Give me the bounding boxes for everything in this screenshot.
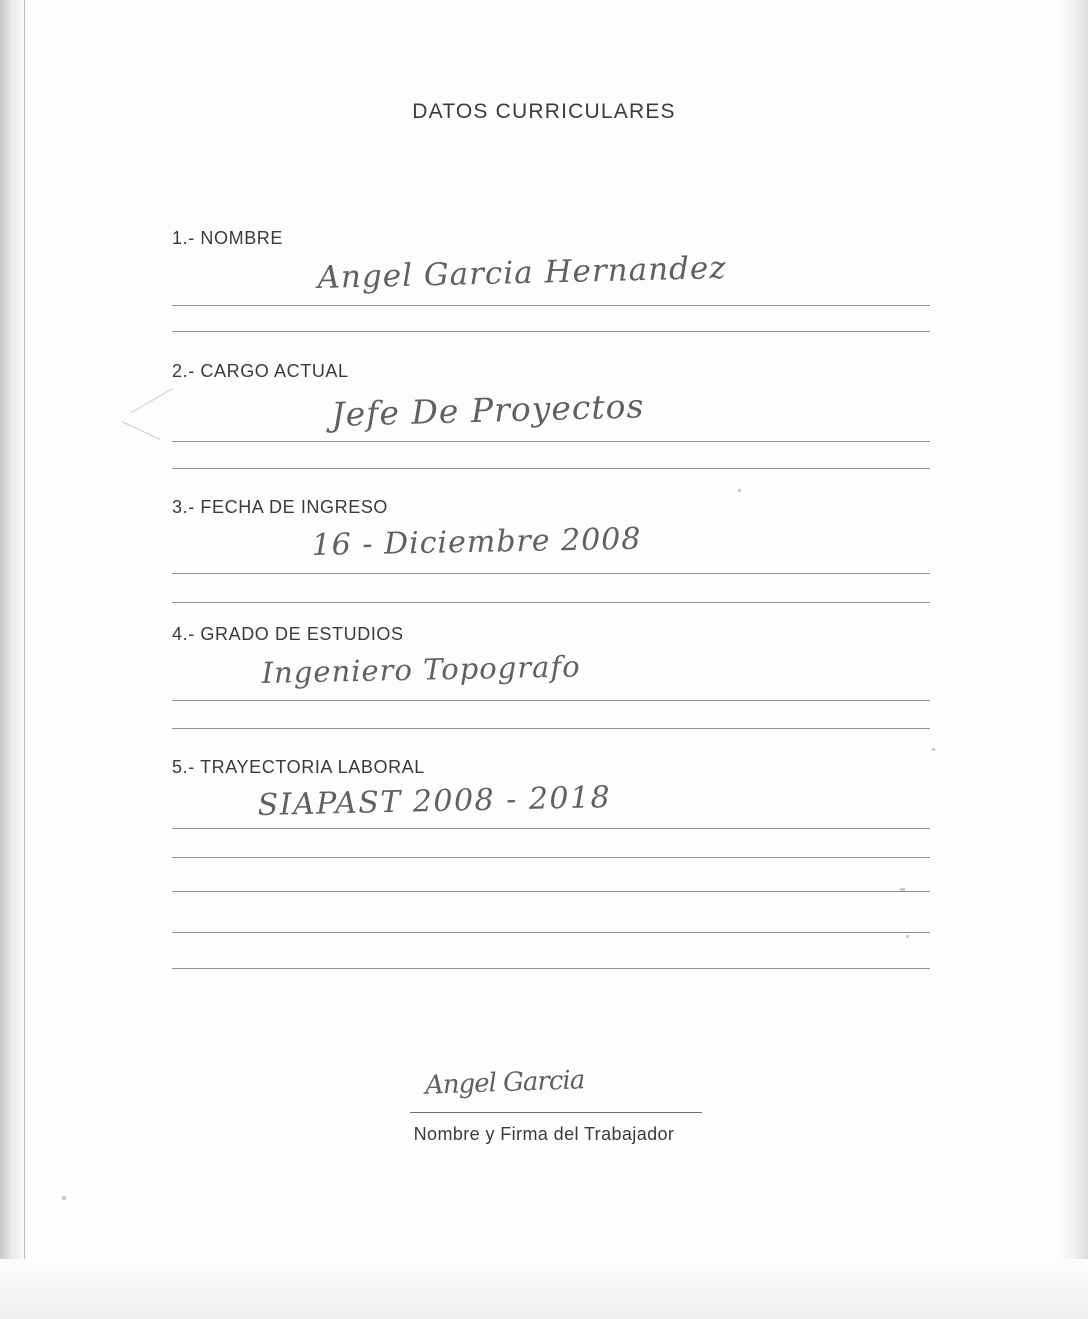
field-value-cargo-actual: Jefe De Proyectos xyxy=(330,386,645,434)
signature-rule xyxy=(410,1112,702,1113)
rule-fecha-2 xyxy=(172,602,930,603)
page-title: DATOS CURRICULARES xyxy=(412,100,676,123)
scan-speck-5 xyxy=(62,1196,66,1200)
field-label-cargo-actual: 2.- CARGO ACTUAL xyxy=(172,361,349,381)
stray-pen-mark-2 xyxy=(122,421,160,440)
scan-speck-2 xyxy=(906,935,909,938)
field-label-trayectoria-laboral: 5.- TRAYECTORIA LABORAL xyxy=(172,757,425,777)
stray-pen-mark-1 xyxy=(131,388,173,413)
signature-mark xyxy=(425,1060,675,1106)
scan-shadow-bottom xyxy=(0,1259,1088,1319)
rule-trayectoria-2 xyxy=(172,857,930,858)
scan-speck-1 xyxy=(900,888,905,891)
rule-nombre-1 xyxy=(172,305,930,306)
rule-grado-2 xyxy=(172,728,930,729)
rule-fecha-1 xyxy=(172,573,930,574)
rule-trayectoria-1 xyxy=(172,828,930,829)
field-value-grado-estudios: Ingeniero Topografo xyxy=(261,649,581,690)
field-value-fecha-ingreso: 16 - Diciembre 2008 xyxy=(311,521,642,563)
rule-grado-1 xyxy=(172,700,930,701)
page-edge-line xyxy=(24,0,25,1319)
rule-trayectoria-3 xyxy=(172,891,930,892)
rule-trayectoria-4 xyxy=(172,932,930,933)
field-label-nombre: 1.- NOMBRE xyxy=(172,228,284,248)
signature-caption: Nombre y Firma del Trabajador xyxy=(413,1124,675,1144)
scan-shadow-left xyxy=(0,0,26,1319)
signature-scribble: Angel Garcia xyxy=(424,1065,585,1101)
field-value-nombre: Angel Garcia Hernandez xyxy=(317,250,728,296)
rule-nombre-2 xyxy=(172,331,930,332)
rule-trayectoria-5 xyxy=(172,968,930,969)
rule-cargo-2 xyxy=(172,468,930,469)
scan-speck-3 xyxy=(738,489,741,492)
scan-shadow-right xyxy=(1058,0,1088,1319)
field-value-trayectoria-laboral: SIAPAST 2008 - 2018 xyxy=(257,779,612,823)
field-label-grado-estudios: 4.- GRADO DE ESTUDIOS xyxy=(172,624,404,644)
scan-speck-4 xyxy=(932,748,935,751)
rule-cargo-1 xyxy=(172,441,930,442)
field-label-fecha-ingreso: 3.- FECHA DE INGRESO xyxy=(172,497,389,517)
